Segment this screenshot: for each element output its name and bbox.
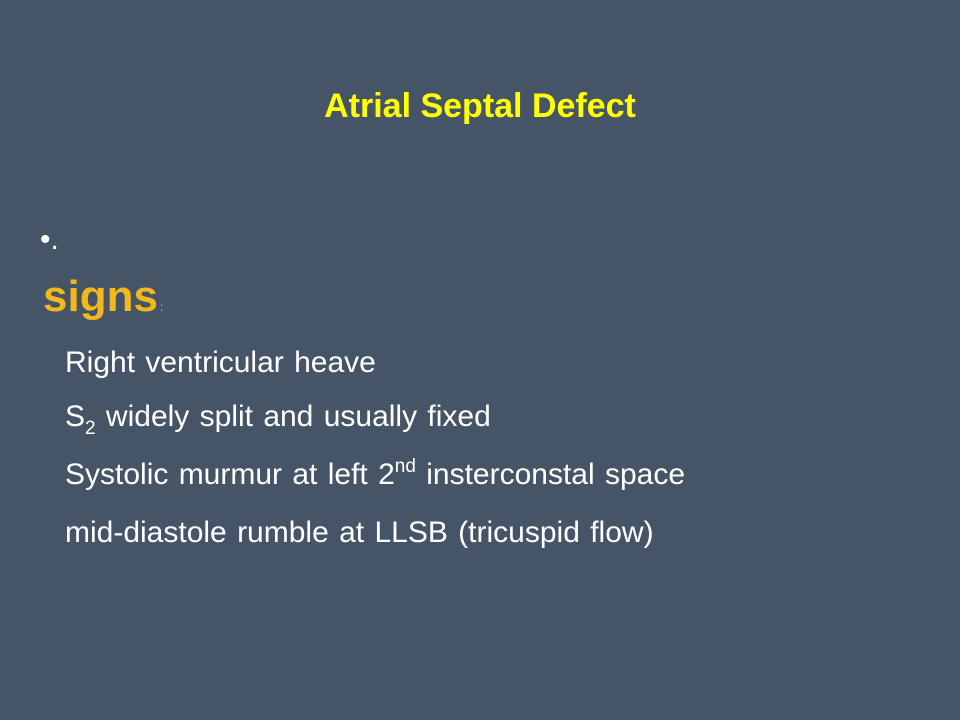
bullet-marker: • [40, 223, 51, 256]
sign-superscript: nd [394, 456, 416, 477]
sign-item-rv-heave [65, 336, 685, 390]
sign-item-systolic-murmur [65, 448, 685, 506]
bullet-text: . [50, 223, 59, 256]
sign-item-mid-diastole-rumble [65, 506, 685, 560]
signs-colon: : [159, 300, 164, 314]
sign-item-s2-split [65, 390, 685, 448]
sign-text: S [65, 400, 86, 433]
signs-heading: signs [43, 272, 158, 321]
slide-title: Atrial Septal Defect [324, 87, 636, 125]
sign-text-rest: widely split and usually fixed [95, 400, 491, 433]
signs-heading-line [43, 270, 163, 334]
sign-subscript: 2 [85, 418, 96, 439]
signs-list [65, 336, 685, 560]
sign-text: Systolic murmur at left 2 [65, 458, 395, 491]
sign-text: mid-diastole rumble at LLSB (tricuspid flow) [65, 516, 654, 549]
bullet-line [40, 220, 59, 260]
sign-text-rest: insterconstal space [415, 458, 686, 491]
sign-text: Right ventricular heave [65, 346, 376, 379]
